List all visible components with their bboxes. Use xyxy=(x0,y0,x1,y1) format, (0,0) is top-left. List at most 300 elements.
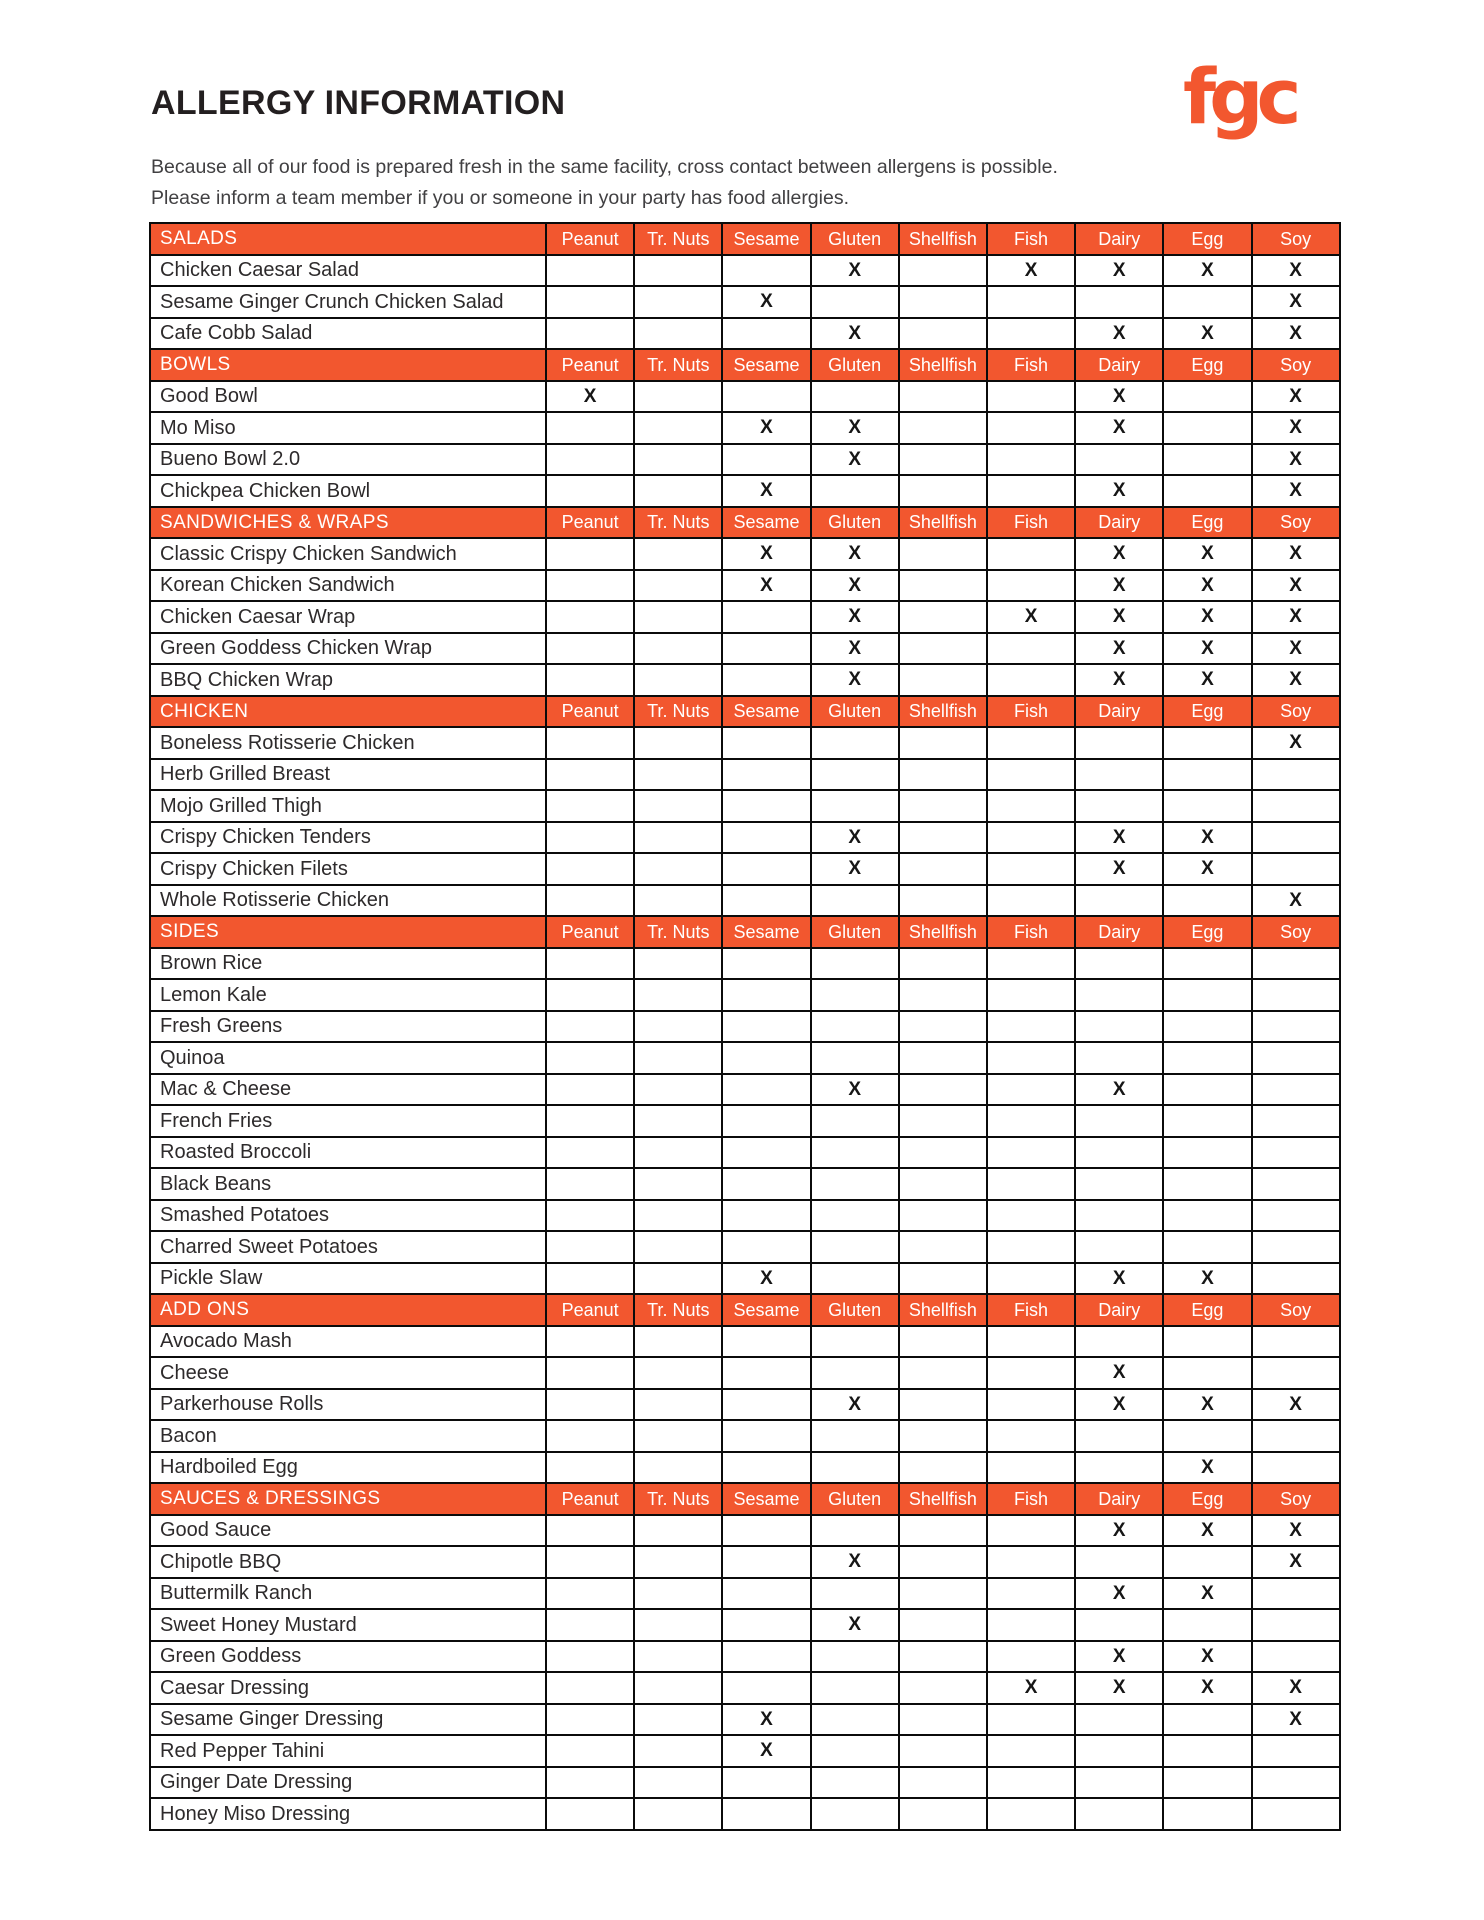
empty-cell xyxy=(1252,1452,1340,1484)
empty-cell xyxy=(634,570,722,602)
empty-cell xyxy=(987,1231,1075,1263)
empty-cell xyxy=(987,759,1075,791)
empty-cell xyxy=(1163,412,1251,444)
column-header-soy: Soy xyxy=(1252,1294,1340,1326)
empty-cell xyxy=(1252,790,1340,822)
allergen-mark-soy: X xyxy=(1252,412,1340,444)
allergen-mark-dairy: X xyxy=(1075,570,1163,602)
item-name: Ginger Date Dressing xyxy=(150,1767,546,1799)
empty-cell xyxy=(1163,1011,1251,1043)
item-name: Avocado Mash xyxy=(150,1326,546,1358)
empty-cell xyxy=(1163,475,1251,507)
column-header-fish: Fish xyxy=(987,1294,1075,1326)
column-header-sesame: Sesame xyxy=(722,507,810,539)
empty-cell xyxy=(899,1200,987,1232)
allergen-mark-soy: X xyxy=(1252,255,1340,287)
item-name: Lemon Kale xyxy=(150,979,546,1011)
allergen-mark-sesame: X xyxy=(722,538,810,570)
empty-cell xyxy=(987,1074,1075,1106)
empty-cell xyxy=(1075,1200,1163,1232)
empty-cell xyxy=(546,444,634,476)
empty-cell xyxy=(899,318,987,350)
column-header-peanut: Peanut xyxy=(546,223,634,255)
column-header-egg: Egg xyxy=(1163,349,1251,381)
column-header-shellfish: Shellfish xyxy=(899,223,987,255)
item-name: Black Beans xyxy=(150,1168,546,1200)
empty-cell xyxy=(546,1420,634,1452)
empty-cell xyxy=(1163,1231,1251,1263)
empty-cell xyxy=(1163,979,1251,1011)
empty-cell xyxy=(634,1704,722,1736)
empty-cell xyxy=(1163,1609,1251,1641)
allergen-mark-gluten: X xyxy=(811,412,899,444)
empty-cell xyxy=(1075,1168,1163,1200)
allergen-mark-peanut: X xyxy=(546,381,634,413)
item-name: Caesar Dressing xyxy=(150,1672,546,1704)
empty-cell xyxy=(546,979,634,1011)
empty-cell xyxy=(546,1389,634,1421)
allergen-mark-dairy: X xyxy=(1075,1389,1163,1421)
empty-cell xyxy=(1163,1767,1251,1799)
empty-cell xyxy=(1163,381,1251,413)
empty-cell xyxy=(634,1263,722,1295)
allergen-mark-soy: X xyxy=(1252,318,1340,350)
item-name: BBQ Chicken Wrap xyxy=(150,664,546,696)
column-header-tr-nuts: Tr. Nuts xyxy=(634,223,722,255)
allergen-mark-dairy: X xyxy=(1075,1074,1163,1106)
empty-cell xyxy=(722,381,810,413)
column-header-peanut: Peanut xyxy=(546,507,634,539)
empty-cell xyxy=(899,1641,987,1673)
empty-cell xyxy=(1163,790,1251,822)
column-header-shellfish: Shellfish xyxy=(899,507,987,539)
column-header-soy: Soy xyxy=(1252,507,1340,539)
column-header-tr-nuts: Tr. Nuts xyxy=(634,1483,722,1515)
empty-cell xyxy=(546,948,634,980)
allergen-mark-dairy: X xyxy=(1075,1641,1163,1673)
empty-cell xyxy=(987,979,1075,1011)
empty-cell xyxy=(546,1704,634,1736)
column-header-sesame: Sesame xyxy=(722,916,810,948)
empty-cell xyxy=(722,1420,810,1452)
allergen-mark-soy: X xyxy=(1252,664,1340,696)
item-row-green-goddess-chicken-wrap xyxy=(150,633,1340,665)
allergen-mark-egg: X xyxy=(1163,318,1251,350)
empty-cell xyxy=(1252,1357,1340,1389)
item-row-parkerhouse-rolls xyxy=(150,1389,1340,1421)
empty-cell xyxy=(634,1452,722,1484)
empty-cell xyxy=(722,1231,810,1263)
empty-cell xyxy=(1163,1105,1251,1137)
item-row-crispy-chicken-filets xyxy=(150,853,1340,885)
item-name: Cafe Cobb Salad xyxy=(150,318,546,350)
item-name: Crispy Chicken Tenders xyxy=(150,822,546,854)
empty-cell xyxy=(1075,286,1163,318)
empty-cell xyxy=(987,1452,1075,1484)
item-name: Boneless Rotisserie Chicken xyxy=(150,727,546,759)
allergen-mark-dairy: X xyxy=(1075,412,1163,444)
item-row-sweet-honey-mustard xyxy=(150,1609,1340,1641)
empty-cell xyxy=(899,1231,987,1263)
empty-cell xyxy=(546,1326,634,1358)
empty-cell xyxy=(811,979,899,1011)
empty-cell xyxy=(1252,1263,1340,1295)
column-header-tr-nuts: Tr. Nuts xyxy=(634,507,722,539)
item-name: Herb Grilled Breast xyxy=(150,759,546,791)
empty-cell xyxy=(899,1105,987,1137)
empty-cell xyxy=(899,286,987,318)
empty-cell xyxy=(722,1609,810,1641)
empty-cell xyxy=(899,885,987,917)
empty-cell xyxy=(899,1452,987,1484)
empty-cell xyxy=(546,318,634,350)
section-title-salads: SALADS xyxy=(150,223,546,255)
empty-cell xyxy=(1252,853,1340,885)
empty-cell xyxy=(1075,1011,1163,1043)
empty-cell xyxy=(546,1105,634,1137)
empty-cell xyxy=(1075,948,1163,980)
empty-cell xyxy=(722,885,810,917)
item-row-smashed-potatoes xyxy=(150,1200,1340,1232)
item-row-bueno-bowl-2-0 xyxy=(150,444,1340,476)
item-row-pickle-slaw xyxy=(150,1263,1340,1295)
allergen-mark-fish: X xyxy=(987,601,1075,633)
section-title-sides: SIDES xyxy=(150,916,546,948)
column-header-fish: Fish xyxy=(987,349,1075,381)
allergen-mark-egg: X xyxy=(1163,633,1251,665)
empty-cell xyxy=(987,1798,1075,1830)
empty-cell xyxy=(987,1735,1075,1767)
empty-cell xyxy=(722,1105,810,1137)
item-row-crispy-chicken-tenders xyxy=(150,822,1340,854)
column-header-gluten: Gluten xyxy=(811,507,899,539)
section-title-add-ons: ADD ONS xyxy=(150,1294,546,1326)
empty-cell xyxy=(1252,1798,1340,1830)
item-row-bacon xyxy=(150,1420,1340,1452)
allergen-mark-dairy: X xyxy=(1075,1263,1163,1295)
empty-cell xyxy=(811,948,899,980)
allergen-mark-dairy: X xyxy=(1075,633,1163,665)
column-header-shellfish: Shellfish xyxy=(899,1483,987,1515)
allergen-mark-soy: X xyxy=(1252,381,1340,413)
empty-cell xyxy=(722,444,810,476)
allergen-mark-sesame: X xyxy=(722,1735,810,1767)
item-name: Hardboiled Egg xyxy=(150,1452,546,1484)
column-header-egg: Egg xyxy=(1163,696,1251,728)
empty-cell xyxy=(899,664,987,696)
empty-cell xyxy=(546,1168,634,1200)
item-row-red-pepper-tahini xyxy=(150,1735,1340,1767)
empty-cell xyxy=(722,664,810,696)
empty-cell xyxy=(546,601,634,633)
allergen-mark-soy: X xyxy=(1252,286,1340,318)
empty-cell xyxy=(899,444,987,476)
empty-cell xyxy=(1163,727,1251,759)
allergen-mark-gluten: X xyxy=(811,1609,899,1641)
allergen-mark-soy: X xyxy=(1252,1704,1340,1736)
allergen-mark-soy: X xyxy=(1252,885,1340,917)
empty-cell xyxy=(899,538,987,570)
allergen-mark-sesame: X xyxy=(722,570,810,602)
empty-cell xyxy=(1075,790,1163,822)
empty-cell xyxy=(722,255,810,287)
allergen-mark-sesame: X xyxy=(722,412,810,444)
empty-cell xyxy=(899,255,987,287)
empty-cell xyxy=(722,633,810,665)
empty-cell xyxy=(1252,1578,1340,1610)
section-header-row-sandwiches-wraps xyxy=(150,507,1340,539)
item-name: Mo Miso xyxy=(150,412,546,444)
column-header-peanut: Peanut xyxy=(546,916,634,948)
empty-cell xyxy=(1075,1546,1163,1578)
empty-cell xyxy=(1163,1357,1251,1389)
empty-cell xyxy=(634,979,722,1011)
item-name: Bacon xyxy=(150,1420,546,1452)
item-name: Korean Chicken Sandwich xyxy=(150,570,546,602)
empty-cell xyxy=(1075,979,1163,1011)
empty-cell xyxy=(811,381,899,413)
empty-cell xyxy=(634,1641,722,1673)
empty-cell xyxy=(546,664,634,696)
allergen-mark-dairy: X xyxy=(1075,255,1163,287)
empty-cell xyxy=(899,1609,987,1641)
empty-cell xyxy=(634,1200,722,1232)
section-title-chicken: CHICKEN xyxy=(150,696,546,728)
empty-cell xyxy=(1075,1231,1163,1263)
empty-cell xyxy=(634,1326,722,1358)
allergen-mark-soy: X xyxy=(1252,570,1340,602)
item-name: Brown Rice xyxy=(150,948,546,980)
empty-cell xyxy=(722,1767,810,1799)
empty-cell xyxy=(899,1326,987,1358)
intro-text xyxy=(151,152,1058,214)
empty-cell xyxy=(987,1389,1075,1421)
item-name: Good Bowl xyxy=(150,381,546,413)
allergen-mark-egg: X xyxy=(1163,853,1251,885)
column-header-egg: Egg xyxy=(1163,1294,1251,1326)
empty-cell xyxy=(899,1168,987,1200)
empty-cell xyxy=(546,1263,634,1295)
item-name: French Fries xyxy=(150,1105,546,1137)
empty-cell xyxy=(1163,1704,1251,1736)
item-row-ginger-date-dressing xyxy=(150,1767,1340,1799)
empty-cell xyxy=(722,1326,810,1358)
column-header-sesame: Sesame xyxy=(722,696,810,728)
allergen-mark-soy: X xyxy=(1252,1389,1340,1421)
empty-cell xyxy=(811,1231,899,1263)
section-header-row-salads xyxy=(150,223,1340,255)
allergen-mark-soy: X xyxy=(1252,633,1340,665)
allergen-mark-soy: X xyxy=(1252,1515,1340,1547)
empty-cell xyxy=(987,664,1075,696)
item-row-sesame-ginger-crunch-chicken-salad xyxy=(150,286,1340,318)
empty-cell xyxy=(546,1452,634,1484)
empty-cell xyxy=(987,1326,1075,1358)
empty-cell xyxy=(987,1767,1075,1799)
empty-cell xyxy=(1252,1168,1340,1200)
empty-cell xyxy=(1252,1011,1340,1043)
column-header-gluten: Gluten xyxy=(811,916,899,948)
section-title-bowls: BOWLS xyxy=(150,349,546,381)
empty-cell xyxy=(811,1357,899,1389)
empty-cell xyxy=(634,633,722,665)
empty-cell xyxy=(1075,1704,1163,1736)
empty-cell xyxy=(1075,444,1163,476)
item-row-hardboiled-egg xyxy=(150,1452,1340,1484)
item-name: Chicken Caesar Wrap xyxy=(150,601,546,633)
item-row-sesame-ginger-dressing xyxy=(150,1704,1340,1736)
column-header-peanut: Peanut xyxy=(546,696,634,728)
empty-cell xyxy=(546,1609,634,1641)
column-header-soy: Soy xyxy=(1252,223,1340,255)
allergy-table xyxy=(149,222,1341,1831)
column-header-fish: Fish xyxy=(987,223,1075,255)
empty-cell xyxy=(634,1168,722,1200)
column-header-fish: Fish xyxy=(987,1483,1075,1515)
empty-cell xyxy=(634,1798,722,1830)
column-header-dairy: Dairy xyxy=(1075,696,1163,728)
empty-cell xyxy=(634,318,722,350)
allergen-mark-egg: X xyxy=(1163,1389,1251,1421)
column-header-peanut: Peanut xyxy=(546,1483,634,1515)
empty-cell xyxy=(634,475,722,507)
empty-cell xyxy=(546,1641,634,1673)
empty-cell xyxy=(546,286,634,318)
empty-cell xyxy=(987,1200,1075,1232)
empty-cell xyxy=(899,979,987,1011)
empty-cell xyxy=(722,1641,810,1673)
column-header-soy: Soy xyxy=(1252,696,1340,728)
empty-cell xyxy=(1075,1767,1163,1799)
allergen-mark-dairy: X xyxy=(1075,853,1163,885)
empty-cell xyxy=(546,853,634,885)
section-header-row-sides xyxy=(150,916,1340,948)
section-header-row-chicken xyxy=(150,696,1340,728)
empty-cell xyxy=(811,475,899,507)
empty-cell xyxy=(722,1389,810,1421)
empty-cell xyxy=(546,538,634,570)
section-title-sauces-dressings: SAUCES & DRESSINGS xyxy=(150,1483,546,1515)
item-row-bbq-chicken-wrap xyxy=(150,664,1340,696)
empty-cell xyxy=(987,1641,1075,1673)
empty-cell xyxy=(899,1389,987,1421)
empty-cell xyxy=(811,1200,899,1232)
empty-cell xyxy=(899,1515,987,1547)
empty-cell xyxy=(1252,948,1340,980)
empty-cell xyxy=(634,255,722,287)
item-name: Quinoa xyxy=(150,1042,546,1074)
empty-cell xyxy=(899,1578,987,1610)
empty-cell xyxy=(899,759,987,791)
empty-cell xyxy=(634,286,722,318)
allergen-mark-gluten: X xyxy=(811,255,899,287)
allergen-mark-gluten: X xyxy=(811,1546,899,1578)
empty-cell xyxy=(1075,1609,1163,1641)
empty-cell xyxy=(1252,822,1340,854)
empty-cell xyxy=(811,1326,899,1358)
item-name: Classic Crispy Chicken Sandwich xyxy=(150,538,546,570)
section-header-row-add-ons xyxy=(150,1294,1340,1326)
column-header-sesame: Sesame xyxy=(722,349,810,381)
empty-cell xyxy=(634,1578,722,1610)
empty-cell xyxy=(634,853,722,885)
item-name: Buttermilk Ranch xyxy=(150,1578,546,1610)
empty-cell xyxy=(722,1515,810,1547)
empty-cell xyxy=(987,1515,1075,1547)
empty-cell xyxy=(899,1546,987,1578)
empty-cell xyxy=(899,570,987,602)
empty-cell xyxy=(811,1420,899,1452)
item-row-mo-miso xyxy=(150,412,1340,444)
item-name: Green Goddess xyxy=(150,1641,546,1673)
empty-cell xyxy=(811,1578,899,1610)
allergen-mark-gluten: X xyxy=(811,1074,899,1106)
empty-cell xyxy=(1252,1200,1340,1232)
section-title-sandwiches-wraps: SANDWICHES & WRAPS xyxy=(150,507,546,539)
empty-cell xyxy=(1163,1074,1251,1106)
empty-cell xyxy=(899,1672,987,1704)
empty-cell xyxy=(987,948,1075,980)
empty-cell xyxy=(987,790,1075,822)
page-title: ALLERGY INFORMATION xyxy=(151,84,566,122)
empty-cell xyxy=(546,1357,634,1389)
item-row-buttermilk-ranch xyxy=(150,1578,1340,1610)
empty-cell xyxy=(634,759,722,791)
empty-cell xyxy=(722,948,810,980)
allergen-mark-soy: X xyxy=(1252,475,1340,507)
empty-cell xyxy=(987,1011,1075,1043)
empty-cell xyxy=(722,1137,810,1169)
allergen-mark-egg: X xyxy=(1163,822,1251,854)
empty-cell xyxy=(1163,1137,1251,1169)
empty-cell xyxy=(634,1357,722,1389)
item-row-herb-grilled-breast xyxy=(150,759,1340,791)
empty-cell xyxy=(546,790,634,822)
empty-cell xyxy=(1163,1420,1251,1452)
empty-cell xyxy=(1163,286,1251,318)
empty-cell xyxy=(1252,1420,1340,1452)
empty-cell xyxy=(546,1672,634,1704)
allergen-mark-sesame: X xyxy=(722,1704,810,1736)
item-name: Smashed Potatoes xyxy=(150,1200,546,1232)
empty-cell xyxy=(722,1798,810,1830)
empty-cell xyxy=(899,1357,987,1389)
allergen-mark-gluten: X xyxy=(811,570,899,602)
empty-cell xyxy=(899,1011,987,1043)
allergen-mark-soy: X xyxy=(1252,727,1340,759)
allergen-mark-egg: X xyxy=(1163,664,1251,696)
column-header-gluten: Gluten xyxy=(811,1294,899,1326)
column-header-shellfish: Shellfish xyxy=(899,349,987,381)
empty-cell xyxy=(722,979,810,1011)
item-row-roasted-broccoli xyxy=(150,1137,1340,1169)
intro-line-2: Please inform a team member if you or someone in your party has food allergies. xyxy=(151,187,850,209)
empty-cell xyxy=(634,381,722,413)
empty-cell xyxy=(722,1200,810,1232)
empty-cell xyxy=(722,727,810,759)
empty-cell xyxy=(899,381,987,413)
allergen-mark-egg: X xyxy=(1163,538,1251,570)
empty-cell xyxy=(1163,1735,1251,1767)
item-name: Cheese xyxy=(150,1357,546,1389)
empty-cell xyxy=(987,570,1075,602)
empty-cell xyxy=(546,727,634,759)
empty-cell xyxy=(722,1168,810,1200)
empty-cell xyxy=(1163,885,1251,917)
item-name: Good Sauce xyxy=(150,1515,546,1547)
empty-cell xyxy=(899,1137,987,1169)
empty-cell xyxy=(987,475,1075,507)
